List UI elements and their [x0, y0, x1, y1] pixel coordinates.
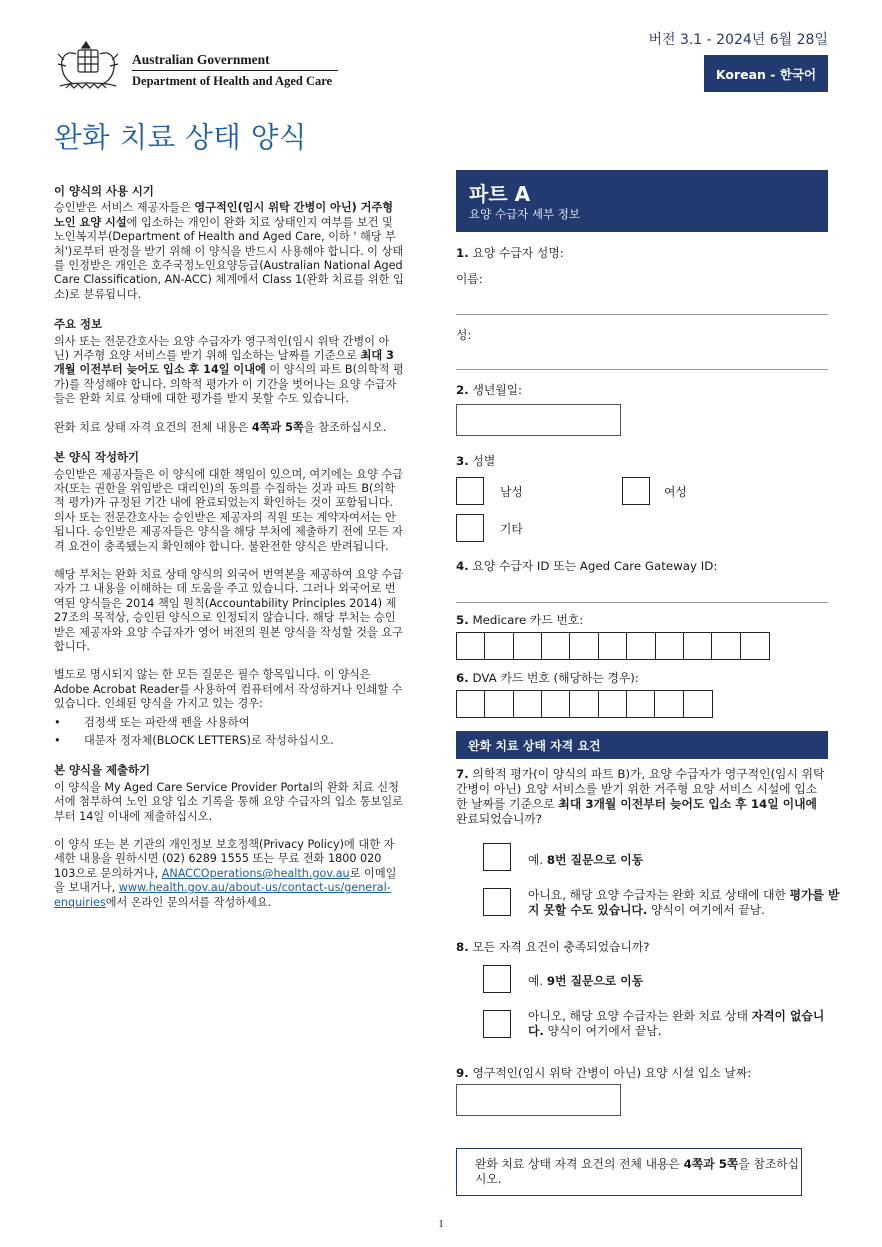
- header-divider: [132, 70, 338, 71]
- page-title: 완화 치료 상태 양식: [54, 121, 307, 154]
- language-badge: Korean - 한국어: [704, 55, 828, 92]
- q7-no-checkbox[interactable]: [483, 888, 511, 916]
- q6-label: [456, 669, 639, 686]
- male-checkbox[interactable]: [456, 477, 484, 505]
- government-name: Australian Government: [132, 52, 270, 67]
- last-name-field[interactable]: [456, 369, 828, 370]
- section-text: [54, 838, 404, 910]
- recipient-id-field[interactable]: [456, 602, 828, 603]
- q2-label: [456, 381, 522, 398]
- q3-label: [456, 452, 495, 469]
- last-name-label: 성:: [456, 328, 472, 342]
- section-text: [54, 335, 404, 407]
- text-run: 에서 온라인 문의서를 작성하세요.: [105, 895, 272, 909]
- section-key-info: [54, 317, 404, 435]
- option-text-bold: 자격이 없습니다.: [528, 1009, 825, 1038]
- section-text: 이 양식을 My Aged Care Service Provider Portal의 완화 치료 신청서에 첨부하여 노인 요양 입소 기록을 통해 요양 수급자의 입소 통보일로부터 14일 이내에 제출하십시오.: [54, 780, 403, 823]
- q8-label: [456, 938, 650, 955]
- section-heading: 이 양식의 사용 시기: [54, 184, 154, 198]
- coat-of-arms-icon: [52, 38, 124, 94]
- section-text: 승인받은 제공자들은 이 양식에 대한 책임이 있으며, 여기에는 요양 수급자(또는 권한을 위임받은 대리인)의 동의를 수집하는 것과 파트 B(의학적 평가)가 규정된 기간 내에 완료되었는지 확인하는 것이 포함됩니다. 의사 또는 전문간호사는 승인받은 제공자의 직원 또는 계약자여서는 안 됩니다. 승인받은 제공자들은 양식을 해당 부처에 제출하기 전에 모든 자격 요건이 충족됐는지 확인해야 합니다. 불완전한 양식은 반려됩니다.: [54, 467, 403, 553]
- q7-no-label: [528, 888, 840, 918]
- question-text: 완료되었습니까?: [456, 812, 543, 826]
- entry-date-field[interactable]: [456, 1084, 621, 1116]
- option-text-bold: 9번 질문으로 이동: [546, 974, 644, 988]
- text-run: 로 이메일을 보내거나,: [54, 866, 397, 895]
- q8-no-label: [528, 1009, 828, 1039]
- note-text: 완화 치료 상태 자격 요건의 전체 내용은: [475, 1157, 684, 1171]
- question-text: 성별: [472, 454, 496, 468]
- q1-label: [456, 244, 564, 261]
- section-heading: 본 양식 작성하기: [54, 450, 139, 465]
- part-a-subtitle: 요양 수급자 세부 정보: [469, 207, 580, 221]
- question-text: Medicare 카드 번호:: [472, 613, 584, 627]
- q8-yes-checkbox[interactable]: [483, 965, 511, 993]
- option-text: 양식이 여기에서 끝남.: [543, 1024, 662, 1038]
- section-text: 별도로 명시되지 않는 한 모든 질문은 필수 항목입니다. 이 양식은 Adobe Acrobat Reader를 사용하여 컴퓨터에서 작성하거나 인쇄할 수 있습니다. 인쇄된 양식을 가지고 있는 경우:: [54, 668, 403, 711]
- text-run: 이 양식의 파트 B(의학적 평가)를 작성해야 합니다. 의학적 평가가 이 기간을 벗어나는 요양 수급자들은 완화 치료 상태에 대한 평가를 받지 못할 수도 있습니다.: [54, 363, 404, 406]
- section-when-to-use: [54, 184, 404, 302]
- eligibility-heading: 완화 치료 상태 자격 요건: [456, 731, 828, 759]
- option-text: 예.: [528, 974, 547, 988]
- q8-no-checkbox[interactable]: [483, 1010, 511, 1038]
- enquiries-link[interactable]: www.health.gov.au/about-us/contact-us/general-enquiries: [54, 881, 391, 909]
- question-text-bold: 최대 3개월 이전부터 늦어도 입소 후 14일 이내에: [558, 797, 817, 811]
- q7-yes-label: [528, 851, 643, 868]
- question-number: 4.: [456, 559, 469, 573]
- option-text: 아니오, 해당 요양 수급자는 완화 치료 상태: [528, 1009, 752, 1023]
- section-text: 해당 부처는 완화 치료 상태 양식의 외국어 번역본을 제공하여 요양 수급자가 그 내용을 이해하는 데 도움을 주고 있습니다. 그러나 외국어로 번역된 양식들은 2014 책임 원칙(Accountability Principles 2014) 제27조의 목적상, 승인된 양식으로 인정되지 않습니다. 해당 부처는 승인받은 제공자와 요양 수급자가 영어 버전의 원본 양식을 작성할 것을 요구합니다.: [54, 567, 403, 653]
- section-completing: [54, 450, 404, 748]
- dob-field[interactable]: [456, 404, 621, 436]
- bullet-list: [54, 716, 404, 749]
- question-number: 6.: [456, 671, 469, 685]
- q5-label: [456, 611, 583, 628]
- text-run: 완화 치료 상태 자격 요건의 전체 내용은: [54, 420, 252, 434]
- first-name-field[interactable]: [456, 314, 828, 315]
- female-checkbox[interactable]: [622, 477, 650, 505]
- note-text-bold: 4쪽과 5쪽: [683, 1157, 739, 1171]
- version-label: 버전 3.1 - 2024년 6월 28일: [648, 32, 828, 48]
- male-label: 남성: [500, 485, 523, 499]
- option-text: 양식이 여기에서 끝남.: [647, 903, 765, 917]
- section-heading: 본 양식을 제출하기: [54, 763, 150, 778]
- text-bold: 영구적인(임시 위탁 간병이 아닌) 거주형 노인 요양 시설: [54, 201, 394, 229]
- section-text: [54, 421, 404, 435]
- part-a-header: [456, 170, 828, 232]
- question-text: 생년월일:: [472, 383, 523, 397]
- option-text: 아니요, 해당 요양 수급자는 완화 치료 상태에 대한: [528, 888, 790, 902]
- option-text-bold: 8번 질문으로 이동: [546, 853, 644, 867]
- text-run: 의사 또는 전문간호사는 요양 수급자가 영구적인(임시 위탁 간병이 아닌) 거주형 요양 서비스를 받기 위해 입소하는 날짜를 기준으로: [54, 334, 390, 363]
- q4-label: [456, 557, 717, 574]
- female-label: 여성: [664, 485, 687, 499]
- question-text: 모든 자격 요건이 충족되었습니까?: [472, 940, 650, 954]
- q9-label: [456, 1064, 751, 1081]
- note-text: 을 참조하십시오.: [475, 1157, 800, 1186]
- option-text-bold: 평가를 받지 못할 수도 있습니다.: [528, 888, 840, 917]
- question-text: 요양 수급자 성명:: [472, 246, 564, 260]
- q7-yes-checkbox[interactable]: [483, 843, 511, 871]
- q7-label: [456, 767, 828, 827]
- eligibility-note: [456, 1148, 802, 1196]
- department-name: Department of Health and Aged Care: [132, 74, 333, 88]
- q8-yes-label: [528, 972, 643, 989]
- other-checkbox[interactable]: [456, 514, 484, 542]
- dva-number-field[interactable]: [456, 690, 713, 718]
- list-item: • 검정색 또는 파란색 펜을 사용하여: [54, 716, 404, 730]
- text-run: 승인받은 서비스 제공자들은: [54, 201, 195, 215]
- question-text: 의학적 평가(이 양식의 파트 B)가, 요양 수급자가 영구적인(임시 위탁 간병이 아닌) 요양 서비스를 받기 위한 거주형 요양 서비스 시설에 입소한 날짜를 기준으로: [456, 767, 825, 811]
- list-item: • 대문자 정자체(BLOCK LETTERS)로 작성하십시오.: [54, 734, 404, 748]
- question-number: 3.: [456, 454, 469, 468]
- question-number: 9.: [456, 1066, 469, 1080]
- question-number: 7.: [456, 767, 469, 781]
- first-name-label: 이름:: [456, 272, 483, 286]
- instructions-column: [54, 184, 404, 925]
- section-text: [54, 201, 404, 302]
- section-submitting: [54, 763, 404, 910]
- question-number: 8.: [456, 940, 469, 954]
- section-heading: 주요 정보: [54, 317, 102, 332]
- text-run: 을 참조하십시오.: [303, 420, 387, 434]
- text-run: 이 양식 또는 본 기관의 개인정보 보호정책(Privacy Policy)에 대한 자세한 내용을 원하시면 (02) 6289 1555 또는 무료 전화 1800 020 103으로 문의하거나,: [54, 838, 395, 880]
- question-number: 2.: [456, 383, 469, 397]
- question-text: DVA 카드 번호 (해당하는 경우):: [472, 671, 639, 685]
- medicare-number-field[interactable]: [456, 632, 770, 660]
- question-number: 5.: [456, 613, 469, 627]
- text-bold: 4쪽과 5쪽: [251, 420, 304, 434]
- question-number: 1.: [456, 246, 469, 260]
- other-label: 기타: [500, 522, 523, 536]
- text-run: 에 입소하는 개인이 완화 치료 상태인지 여부를 보건 및 노인복지부(Department of Health and Aged Care, 이하 ' 해당 부처')로부터 판정을 받기 위해 이 양식을 반드시 사용해야 합니다. 이 상태를 인정받은 개인은 호주국정노인요양등급(Australian National Aged Care Classification, AN-ACC) 체계에서 Class 1(완화 치료를 위한 입소)로 분류됩니다.: [54, 215, 404, 301]
- option-text: 예.: [528, 853, 547, 867]
- part-a-title: 파트 A: [469, 182, 531, 206]
- question-text: 영구적인(임시 위탁 간병이 아닌) 요양 시설 입소 날짜:: [472, 1066, 752, 1080]
- text-bold: 최대 3개월 이전부터 늦어도 입소 후 14일 이내에: [54, 349, 394, 377]
- question-text: 요양 수급자 ID 또는 Aged Care Gateway ID:: [472, 559, 718, 573]
- email-link[interactable]: ANACCOperations@health.gov.au: [161, 866, 350, 880]
- page-number: 1: [438, 1218, 444, 1230]
